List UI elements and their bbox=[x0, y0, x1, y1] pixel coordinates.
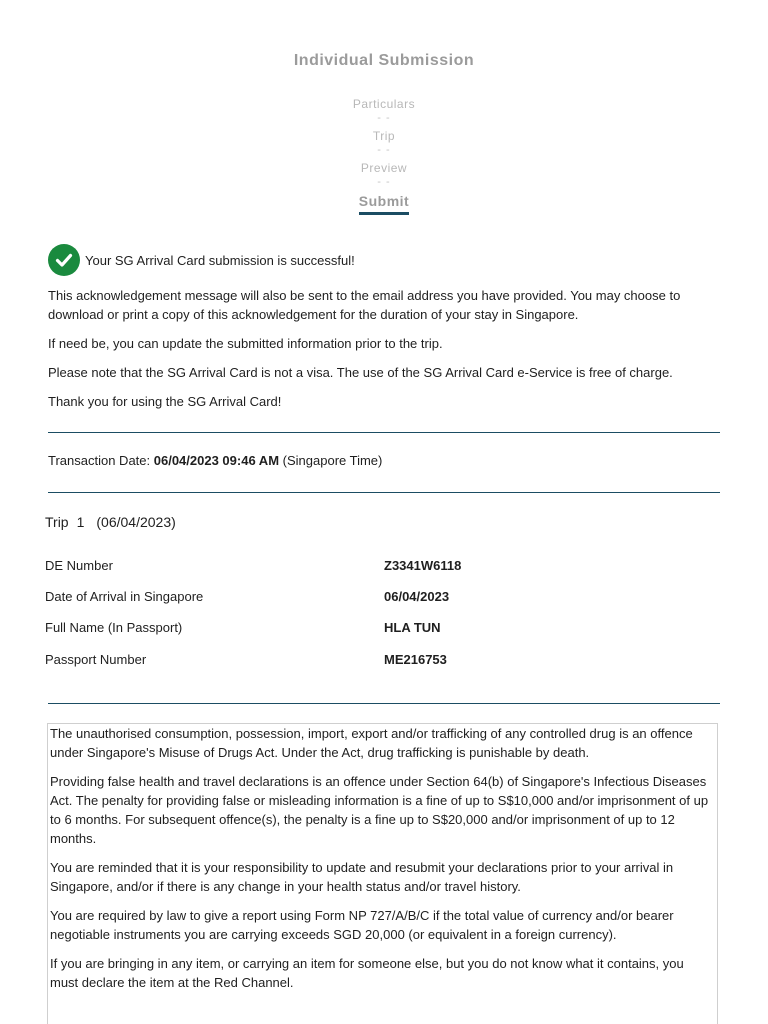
step-separator: - - bbox=[377, 176, 391, 188]
page-title: Individual Submission bbox=[293, 52, 475, 69]
transaction-date bbox=[48, 453, 382, 468]
step-particulars: Particulars bbox=[352, 97, 416, 111]
step-separator: - - bbox=[377, 112, 391, 124]
transaction-value: 06/04/2023 09:46 AM bbox=[153, 453, 280, 468]
trip-field-row bbox=[45, 589, 725, 607]
success-message: Your SG Arrival Card submission is successful! bbox=[85, 252, 355, 268]
trip-number: 1 bbox=[76, 514, 85, 530]
field-value-arrival-date: 06/04/2023 bbox=[384, 589, 450, 604]
field-value-full-name: HLA TUN bbox=[384, 620, 441, 635]
ack-paragraph: This acknowledgement message will also be sent to the email address you have provided. You may choose to download or print a copy of this acknowledgement for the duration of your stay in Singapore. bbox=[48, 288, 681, 322]
field-value-de-number: Z3341W6118 bbox=[384, 558, 462, 573]
divider bbox=[48, 703, 720, 704]
field-label-full-name: Full Name (In Passport) bbox=[45, 620, 183, 635]
field-label-passport-number: Passport Number bbox=[45, 652, 147, 667]
ack-paragraph: Please note that the SG Arrival Card is not a visa. The use of the SG Arrival Card e-Service is free of charge. bbox=[48, 365, 673, 380]
legal-notice-box[interactable] bbox=[47, 723, 718, 1024]
trip-label: Trip bbox=[45, 514, 69, 530]
ack-paragraph: If need be, you can update the submitted information prior to the trip. bbox=[48, 336, 443, 351]
notice-paragraph: The unauthorised consumption, possession, import, export and/or trafficking of any controlled drug is an offence under Singapore's Misuse of Drugs Act. Under the Act, drug trafficking is punishable by death. bbox=[50, 726, 693, 760]
trip-field-row bbox=[45, 652, 725, 670]
divider bbox=[48, 492, 720, 493]
field-label-arrival-date: Date of Arrival in Singapore bbox=[45, 589, 204, 604]
step-submit-active: Submit bbox=[359, 192, 409, 215]
acknowledgement-text bbox=[48, 286, 708, 421]
check-circle-icon bbox=[48, 244, 80, 276]
notice-paragraph: You are reminded that it is your responsibility to update and resubmit your declarations prior to your arrival in Singapore, and/or if there is any change in your health status and/or travel history. bbox=[50, 860, 674, 894]
ack-paragraph: Thank you for using the SG Arrival Card! bbox=[48, 394, 282, 409]
field-value-passport-number: ME216753 bbox=[384, 652, 447, 667]
transaction-suffix: (Singapore Time) bbox=[282, 453, 383, 468]
step-separator: - - bbox=[377, 144, 391, 156]
step-trip: Trip bbox=[372, 129, 396, 143]
notice-paragraph: Providing false health and travel declarations is an offence under Section 64(b) of Singapore's Infectious Diseases Act. The penalty for providing false or misleading information is a fine of up to S$10,000 and/or imprisonment of up to 6 months. For subsequent offence(s), the penalty is a fine up to S$20,000 and/or imprisonment of up to 12 months. bbox=[50, 774, 709, 846]
field-label-de-number: DE Number bbox=[45, 558, 113, 573]
notice-paragraph: If you are bringing in any item, or carrying an item for someone else, but you do not know what it contains, you must declare the item at the Red Channel. bbox=[50, 956, 684, 990]
notice-paragraph: You are required by law to give a report using Form NP 727/A/B/C if the total value of currency and/or bearer negotiable instruments you are carrying exceeds SGD 20,000 (or equivalent in a foreign currency). bbox=[50, 908, 674, 942]
trip-date: (06/04/2023) bbox=[96, 514, 176, 530]
trip-field-row bbox=[45, 558, 725, 576]
success-banner bbox=[48, 244, 355, 276]
trip-field-row bbox=[45, 620, 725, 638]
progress-stepper bbox=[0, 96, 768, 215]
trip-heading bbox=[45, 514, 176, 530]
transaction-label: Transaction Date: bbox=[48, 453, 151, 468]
divider bbox=[48, 432, 720, 433]
step-preview: Preview bbox=[360, 161, 408, 175]
